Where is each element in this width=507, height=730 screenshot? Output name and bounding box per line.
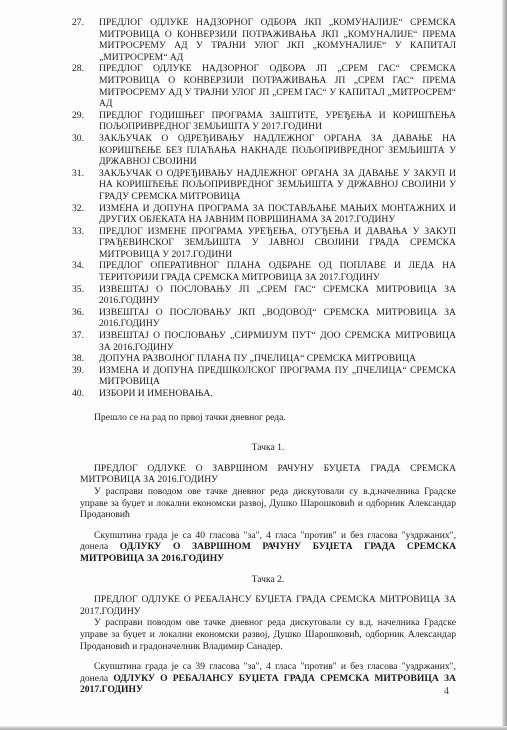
page-edge-shadow-right (502, 0, 507, 730)
agenda-item (72, 260, 456, 284)
agenda-item-text: ИЗМЕНА И ДОПУНА ПРОГРАМА ЗА ПОСТАВЉАЊЕ МАЊИХ МОНТАЖНИХ И ДРУГИХ ОБЈЕКАТА НА ЈАВНИМ ПОВРШИНАМА ЗА 2017.ГОДИНУ (99, 202, 456, 226)
point2-decision: ОДЛУКУ О РЕБАЛАНСУ БУЏЕТА ГРАДА СРЕМСКА МИТРОВИЦА ЗА 2017.ГОДИНУ (80, 672, 456, 696)
agenda-item-text: ПРЕДЛОГ ОДЛУКЕ НАДЗОРНОГ ОДБОРА ЈП „СРЕМ ГАС“ СРЕМСКА МИТРОВИЦА О КОНВЕРЗИЈИ ПОТРАЖИВАЊА ЈП „СРЕМ ГАС“ ПРЕМА МИТРОСРЕМУ АД У ТРАЈНИ УЛОГ ЈП „СРЕМ ГАС“ У КАПИТАЛ „МИТРОСРЕМ“ АД (99, 63, 456, 110)
agenda-item-number: 40. (72, 388, 84, 399)
point2-heading: Тачка 2. (251, 573, 285, 585)
point2-vote-paragraph (80, 661, 456, 696)
agenda-item-text: ПРЕДЛОГ ОДЛУКЕ НАДЗОРНОГ ОДБОРА ЈКП „КОМУНАЛИЈЕ“ СРЕМСКА МИТРОВИЦА О КОНВЕРЗИЈИ ПОТРАЖИВАЊА ЈКП „КОМУНАЛИЈЕ“ ПРЕМА МИТРОСРЕМУ АД У ТРАЈНИ УЛОГ ЈКП „КОМУНАЛИЈЕ“ У КАПИТАЛ „МИТРОСРЕМ“ АД (99, 17, 456, 63)
agenda-item-number: 28. (72, 63, 84, 75)
agenda-item-number: 29. (72, 109, 84, 121)
agenda-item-text: ИЗБОРИ И ИМЕНОВАЊА. (99, 388, 213, 399)
agenda-item-text: ПРЕДЛОГ ИЗМЕНЕ ПРОГРАМА УРЕЂЕЊА, ОТУЂЕЊА И ДАВАЊА У ЗАКУП ГРАЂЕВИНСКОГ ЗЕМЉИШТА У ЈАВНОЈ СВОЈИНИ ГРАДА СРЕМСКА МИТРОВИЦА У 2017.ГОДИНИ (99, 225, 456, 260)
agenda-item-text: ИЗВЕШТАЈ О ПОСЛОВАЊУ ЈП „СРЕМ ГАС“ СРЕМСКА МИТРОВИЦА ЗА 2016.ГОДИНУ (99, 283, 456, 307)
agenda-item-text: ЗАКЉУЧАК О ОДРЕЂИВАЊУ НАДЛЕЖНОГ ОРГАНА ЗА ДАВАЊЕ У ЗАКУП И НА КОРИШЋЕЊЕ ПОЉОПРИВРЕДНОГ ЗЕМЉИШТА У ДРЖАВНОЈ СВОЈИНИ У ГРАДУ СРЕМСКА МИТРОВИЦА (99, 167, 456, 202)
agenda-item-text: ЗАКЉУЧАК О ОДРЕЂИВАЊУ НАДЛЕЖНОГ ОРГАНА ЗА ДАВАЊЕ НА КОРИШЋЕЊЕ БЕЗ ПЛАЋАЊА НАКНАДЕ ПОЉОПРИВРЕДНОГ ЗЕМЉИШТА У ДРЖАВНОЈ СВОЈИНИ (99, 132, 456, 168)
point1-vote: Скупштина града је са 40 гласова "за", 4 гласа "против" и без гласова "уздржаних", донела (80, 529, 456, 553)
agenda-item-text: ПРЕДЛОГ ОПЕРАТИВНОГ ПЛАНА ОДБРАНЕ ОД ПОПЛАВЕ И ЛЕДА НА ТЕРИТОРИЈИ ГРАДА СРЕМСКА МИТРОВИЦА ЗА 2017.ГОДИНУ (99, 260, 456, 284)
point1-discussion: У расправи поводом ове тачке дневног реда дискутовали су в.д.начелника Градске управе за буџет и локални економски развој, Душко Шарошковић и одборник Александар Продановић (80, 485, 456, 521)
agenda-item-text: ИЗВЕШТАЈ О ПОСЛОВАЊУ „СИРМИЈУМ ПУТ“ ДОО СРЕМСКА МИТРОВИЦА ЗА 2016.ГОДИНУ (99, 330, 456, 353)
agenda-item (72, 364, 456, 388)
agenda-list (72, 17, 456, 400)
agenda-item (72, 202, 456, 226)
point1-decision: ОДЛУКУ О ЗАВРШНОМ РАЧУНУ БУЏЕТА ГРАДА СРЕМСКА МИТРОВИЦА ЗА 2016.ГОДИНУ (80, 541, 456, 564)
agenda-item-number: 37. (72, 330, 84, 342)
agenda-item-number: 31. (72, 167, 84, 179)
agenda-item-text: ПРЕДЛОГ ГОДИШЊЕГ ПРОГРАМА ЗАШТИТЕ, УРЕЂЕЊА И КОРИШЋЕЊА ПОЉОПРИВРЕДНОГ ЗЕМЉИШТА У 2017.ГОДИНИ (99, 109, 456, 133)
point1-heading: Тачка 1. (251, 442, 285, 454)
agenda-item (72, 63, 456, 110)
agenda-item (72, 353, 456, 365)
agenda-item-number: 35. (72, 283, 84, 295)
agenda-item-number: 27. (72, 17, 84, 28)
transition-text: Прешло се на рад по првој тачки дневног реда. (94, 411, 286, 423)
agenda-item-number: 32. (72, 202, 84, 214)
agenda-item (72, 306, 456, 330)
agenda-item (72, 167, 456, 203)
agenda-item (72, 17, 456, 63)
point2-vote: Скупштина града је са 39 гласова "за", 4 гласа "против" и без гласова "уздржаних", донела (80, 661, 456, 684)
agenda-item (72, 132, 456, 168)
point2-title: ПРЕДЛОГ ОДЛУКЕ О РЕБАЛАНСУ БУЏЕТА ГРАДА СРЕМСКА МИТРОВИЦА ЗА 2017.ГОДИНУ (80, 594, 456, 617)
agenda-item (72, 388, 456, 400)
agenda-item (72, 225, 456, 261)
agenda-item-number: 39. (72, 364, 84, 376)
agenda-item-text: ИЗВЕШТАЈ О ПОСЛОВАЊУ ЈКП „ВОДОВОД“ СРЕМСКА МИТРОВИЦА ЗА 2016.ГОДИНУ (99, 306, 456, 330)
agenda-item (72, 109, 456, 133)
page-number: 4 (444, 686, 449, 697)
page-edge-shadow-bottom (0, 726, 507, 730)
agenda-item-text: ДОПУНА РАЗВОЈНОГ ПЛАНА ПУ „ПЧЕЛИЦА“ СРЕМСКА МИТРОВИЦА (99, 353, 416, 365)
point1-vote-paragraph (80, 530, 456, 565)
agenda-item-number: 34. (72, 260, 84, 272)
agenda-item (72, 283, 456, 307)
agenda-item-number: 30. (72, 132, 84, 144)
agenda-item (72, 330, 456, 353)
agenda-item-text: ИЗМЕНА И ДОПУНА ПРЕДШКОЛСКОГ ПРОГРАМА ПУ „ПЧЕЛИЦА“ СРЕМСКА МИТРОВИЦА (99, 364, 456, 388)
page-content (72, 17, 456, 696)
agenda-item-number: 33. (72, 225, 84, 237)
agenda-item-number: 38. (72, 353, 84, 365)
point2-discussion: У расправи поводом ове тачке дневног реда дискутовали су в.д. начелника Градске управе за буџет и локални економски развој, Душко Шарошковић, одборник Александар Продановић и градоначелник Владимир Санадер. (80, 617, 456, 652)
agenda-item-number: 36. (72, 306, 84, 318)
point1-title: ПРЕДЛОГ ОДЛУКЕ О ЗАВРШНОМ РАЧУНУ БУЏЕТА ГРАДА СРЕМСКА МИТРОВИЦА ЗА 2016.ГОДИНУ (80, 462, 456, 486)
